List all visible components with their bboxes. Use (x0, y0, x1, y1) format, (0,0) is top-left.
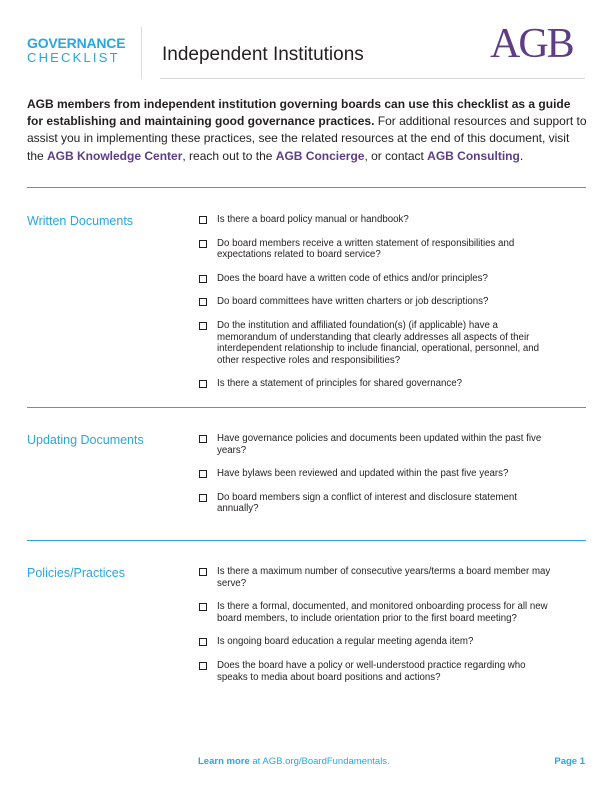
checkbox[interactable] (199, 662, 207, 670)
brand-line-2: CHECKLIST (27, 50, 120, 65)
checklist-item (197, 214, 557, 226)
header-rule (160, 78, 585, 79)
checklist-item (197, 566, 557, 589)
page-number: Page 1 (554, 756, 585, 767)
section-title-written-documents: Written Documents (27, 214, 134, 228)
checklist-item-text: Does the board have a policy or well-understood practice regarding who speaks to media about board positions and actions? (217, 659, 526, 683)
checklist-item-text: Do board members sign a conflict of interest and disclosure statement annually? (217, 491, 517, 515)
checklist-item (197, 378, 557, 390)
section-title-policies-practices: Policies/Practices (27, 566, 125, 580)
checklist-item (197, 238, 557, 261)
section-divider (27, 540, 586, 541)
checkbox[interactable] (199, 638, 207, 646)
checklist-item (197, 468, 557, 480)
checkbox[interactable] (199, 568, 207, 576)
intro-text-3: , or contact (364, 148, 428, 163)
checklist-item-text: Is there a statement of principles for shared governance? (217, 378, 463, 390)
checklist-item (197, 660, 557, 683)
checklist-updating-documents (197, 433, 557, 515)
checklist-item (197, 296, 557, 308)
checkbox[interactable] (199, 275, 207, 283)
checklist-item (197, 492, 557, 515)
knowledge-center-link[interactable]: AGB Knowledge Center (47, 148, 183, 163)
checkbox[interactable] (199, 240, 207, 248)
checkbox[interactable] (199, 216, 207, 224)
checkbox[interactable] (199, 435, 207, 443)
intro-bold: AGB members from independent institution governing boards can use this checklist as a guide for establishing and maintaining good governance practices. (27, 97, 571, 129)
page-header (0, 0, 612, 80)
governance-checklist-label (27, 36, 125, 64)
section-title-updating-documents: Updating Documents (27, 433, 144, 447)
intro-text-2: , reach out to the (182, 148, 276, 163)
brand-line-1: GOVERNANCE (27, 35, 126, 51)
page-title: Independent Institutions (162, 44, 364, 65)
learn-more-label: Learn more (198, 756, 250, 767)
checkbox[interactable] (199, 494, 207, 502)
checklist-item (197, 320, 557, 366)
checkbox[interactable] (199, 603, 207, 611)
checkbox[interactable] (199, 470, 207, 478)
checklist-item-text: Have governance policies and documents been updated within the past five years? (217, 433, 542, 456)
checkbox[interactable] (199, 322, 207, 330)
checklist-item-text: Is there a maximum number of consecutive years/terms a board member may serve? (217, 566, 551, 589)
checklist-item (197, 433, 557, 456)
footer-learn-more[interactable] (198, 756, 390, 767)
intro-paragraph (27, 96, 587, 165)
learn-more-url: at AGB.org/BoardFundamentals. (249, 756, 390, 767)
checklist-item (197, 273, 557, 285)
checklist-item-text: Do board committees have written charters or job descriptions? (217, 296, 489, 308)
checkbox[interactable] (199, 298, 207, 306)
checklist-policies-practices (197, 566, 557, 683)
checklist-item (197, 636, 557, 648)
section-divider (27, 407, 586, 408)
intro-text-4: . (519, 148, 524, 163)
agb-logo: AGB (490, 21, 573, 67)
checklist-item-text: Have bylaws been reviewed and updated within the past five years? (217, 468, 509, 480)
checklist-written-documents (197, 214, 557, 390)
intro-text-1: For additional resources and support to assist you in implementing these practices, see the related resources at the end of this document, visit the (27, 114, 587, 163)
checkbox[interactable] (199, 380, 207, 388)
checklist-item-text: Is ongoing board education a regular meeting agenda item? (217, 636, 474, 648)
concierge-link[interactable]: AGB Concierge (275, 148, 365, 163)
checklist-item-text: Do board members receive a written statement of responsibilities and expectations related to board service? (217, 237, 515, 261)
checklist-item-text: Does the board have a written code of ethics and/or principles? (217, 272, 488, 284)
consulting-link[interactable]: AGB Consulting (427, 148, 520, 163)
checklist-item-text: Is there a board policy manual or handbook? (217, 214, 409, 225)
checklist-item-text: Do the institution and affiliated foundation(s) (if applicable) have a memorandum of understanding that clearly addresses all aspects of their interdependent relationship to include financial, operational, personnel, and other respective roles and responsibilities? (217, 319, 540, 366)
checklist-item (197, 601, 557, 624)
checklist-item-text: Is there a formal, documented, and monitored onboarding process for all new board members, to include orientation prior to the first board meeting? (217, 601, 548, 624)
section-divider (27, 187, 586, 188)
header-divider (141, 27, 142, 79)
